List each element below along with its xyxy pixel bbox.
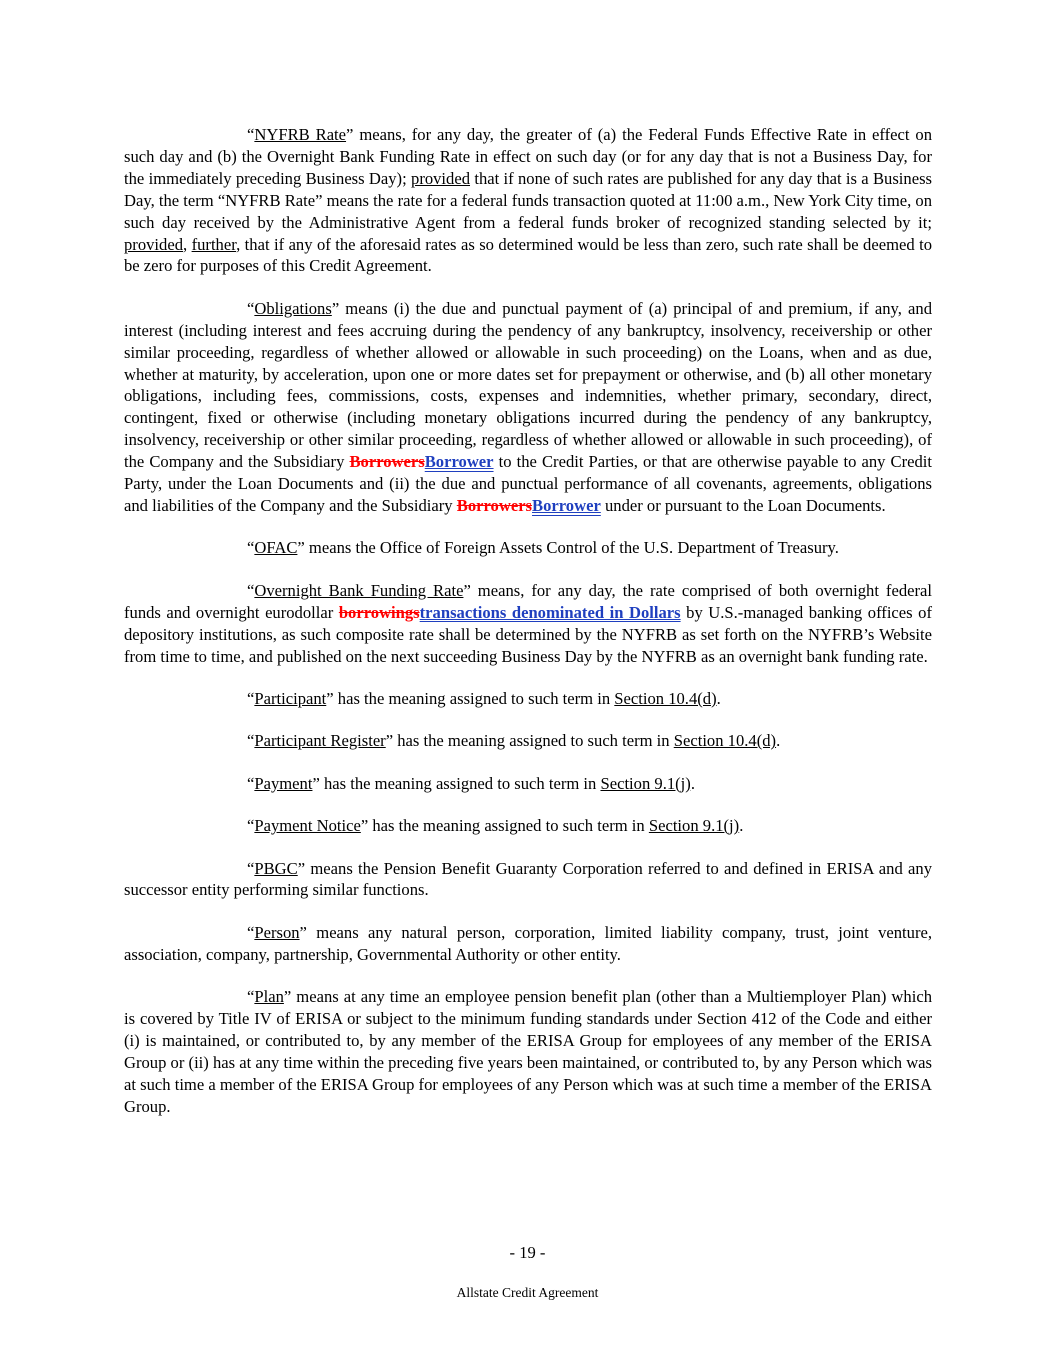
definition-person (124, 922, 932, 966)
defined-term: Participant (254, 688, 327, 708)
definition-text: ” means the Pension Benefit Guaranty Corporation referred to and defined in ERISA and any successor entity performing similar functions. (124, 858, 932, 900)
open-quote: “ (247, 773, 255, 793)
page-number: - 19 - (509, 1243, 546, 1262)
definition-payment-notice (124, 815, 932, 837)
deleted-text: Borrowers (456, 496, 533, 515)
defined-term: PBGC (254, 858, 298, 878)
definition-plan (124, 986, 932, 1117)
definition-text: . (690, 773, 695, 793)
defined-term: Plan (254, 987, 284, 1007)
defined-term: Overnight Bank Funding Rate (254, 580, 464, 600)
open-quote: “ (247, 125, 255, 144)
open-quote: “ (247, 987, 255, 1007)
definition-text: . (776, 731, 781, 751)
defined-term: Obligations (254, 298, 332, 318)
document-body (124, 124, 932, 1138)
separator: , (183, 234, 192, 254)
definition-text: ” has the meaning assigned to such term in (385, 731, 674, 751)
definition-text: , that if any of the aforesaid rates as so determined would be less than zero, such rate shall be deemed to be zero for purposes of this Credit Agreement. (124, 234, 932, 276)
definition-text: . (716, 688, 721, 708)
definition-text: ” means, for any day, the greater of (a) the Federal Funds Effective Rate in effect on such day and (b) the Overnight Bank Funding Rate in effect on such day (or for any day that is not a Business Day, for the immediately preceding Business Day); (124, 125, 932, 188)
definition-text: ” means at any time an employee pension benefit plan (other than a Multiemployer Plan) which is covered by Title IV of ERISA or subject to the minimum funding standards under Section 412 of the Code and either (i) is maintained, or contributed to, by any member of the ERISA Group for employees of any member of the ERISA Group or (ii) has at any time within the preceding five years been maintained, or contributed to, by any Person which was at such time a member of the ERISA Group for employees of any Person which was at such time a member of the ERISA Group. (124, 987, 932, 1116)
definition-pbgc (124, 858, 932, 902)
defined-term: NYFRB Rate (254, 125, 347, 144)
defined-term: Participant Register (254, 731, 386, 751)
definition-payment (124, 773, 932, 795)
definition-participant-register (124, 730, 932, 752)
proviso-term: provided (411, 168, 471, 188)
inserted-text: Borrower (532, 496, 601, 515)
definition-overnight-bank-funding-rate (124, 580, 932, 668)
defined-term: Payment (254, 773, 313, 793)
open-quote: “ (247, 298, 255, 318)
section-reference: Section 9.1(j) (600, 773, 691, 793)
document-footer: Allstate Credit Agreement (456, 1285, 599, 1300)
definition-participant (124, 688, 932, 710)
defined-term: Person (254, 922, 300, 942)
section-reference: Section 10.4(d) (673, 731, 777, 751)
definition-text: by U.S.-managed banking offices of depository institutions, as such composite rate shall be determined by the NYFRB as set forth on the NYFRB’s Website from time to time, and published on the next succeeding Business Day by the NYFRB as an overnight bank funding rate. (124, 602, 932, 666)
definition-ofac (124, 537, 932, 559)
definition-text: ” has the meaning assigned to such term in (360, 816, 649, 836)
definition-text: ” means (i) the due and punctual payment of (a) principal of and premium, if any, and interest (including interest and fees accruing during the pendency of any bankruptcy, insolvency, receivership or other similar proceeding, regardless of whether allowed or allowable in such proceeding) on the Loans, when and as due, whether at maturity, by acceleration, upon one or more dates set for prepayment or otherwise, and (b) all other monetary obligations, including fees, commissions, costs, expenses and indemnities, whether primary, secondary, direct, contingent, fixed or otherwise (including monetary obligations incurred during the pendency of any bankruptcy, insolvency, receivership or other similar proceeding, regardless of whether allowed or allowable in such proceeding), of the Company and the Subsidiary (124, 298, 932, 472)
inserted-text: Borrower (424, 452, 494, 472)
definition-text: ” has the meaning assigned to such term in (326, 688, 615, 708)
definition-text: that if none of such rates are published for any day that is a Business Day, the term “NYFRB Rate” means the rate for a federal funds transaction quoted at 11:00 a.m., New York City time, on such day received by the Administrative Agent from a federal funds broker of recognized standing selected by it; (124, 168, 932, 232)
definition-text: under or pursuant to the Loan Documents. (600, 496, 886, 515)
definition-text: ” means the Office of Foreign Assets Control of the U.S. Department of Treasury. (297, 538, 839, 558)
open-quote: “ (247, 688, 255, 708)
open-quote: “ (247, 858, 255, 878)
open-quote: “ (247, 816, 255, 836)
defined-term: Payment Notice (254, 816, 361, 836)
definition-obligations (124, 298, 932, 517)
section-reference: Section 9.1(j) (648, 816, 740, 836)
open-quote: “ (247, 731, 255, 751)
definition-text: to the Credit Parties, or that are otherwise payable to any Credit Party, under the Loan Documents and (ii) the due and punctual performance of all covenants, agreements, obligations and liabilities of the Company and the Subsidiary (124, 452, 932, 515)
open-quote: “ (247, 580, 255, 600)
open-quote: “ (247, 922, 255, 942)
definition-text: ” has the meaning assigned to such term in (312, 773, 601, 793)
deleted-text: borrowings (338, 602, 420, 622)
section-reference: Section 10.4(d) (614, 688, 717, 708)
proviso-term: provided (124, 234, 183, 254)
deleted-text: Borrowers (349, 452, 425, 472)
inserted-text: transactions denominated in Dollars (419, 602, 681, 622)
open-quote: “ (247, 538, 255, 558)
proviso-term: further (191, 234, 237, 254)
definition-text: ” means, for any day, the rate comprised of both overnight federal funds and overnight eurodollar (124, 580, 932, 622)
defined-term: OFAC (254, 538, 298, 558)
definition-text: . (739, 816, 744, 836)
definition-nyfrb-rate (124, 124, 932, 277)
definition-text: ” means any natural person, corporation, limited liability company, trust, joint venture, association, company, partnership, Governmental Authority or other entity. (124, 922, 932, 964)
